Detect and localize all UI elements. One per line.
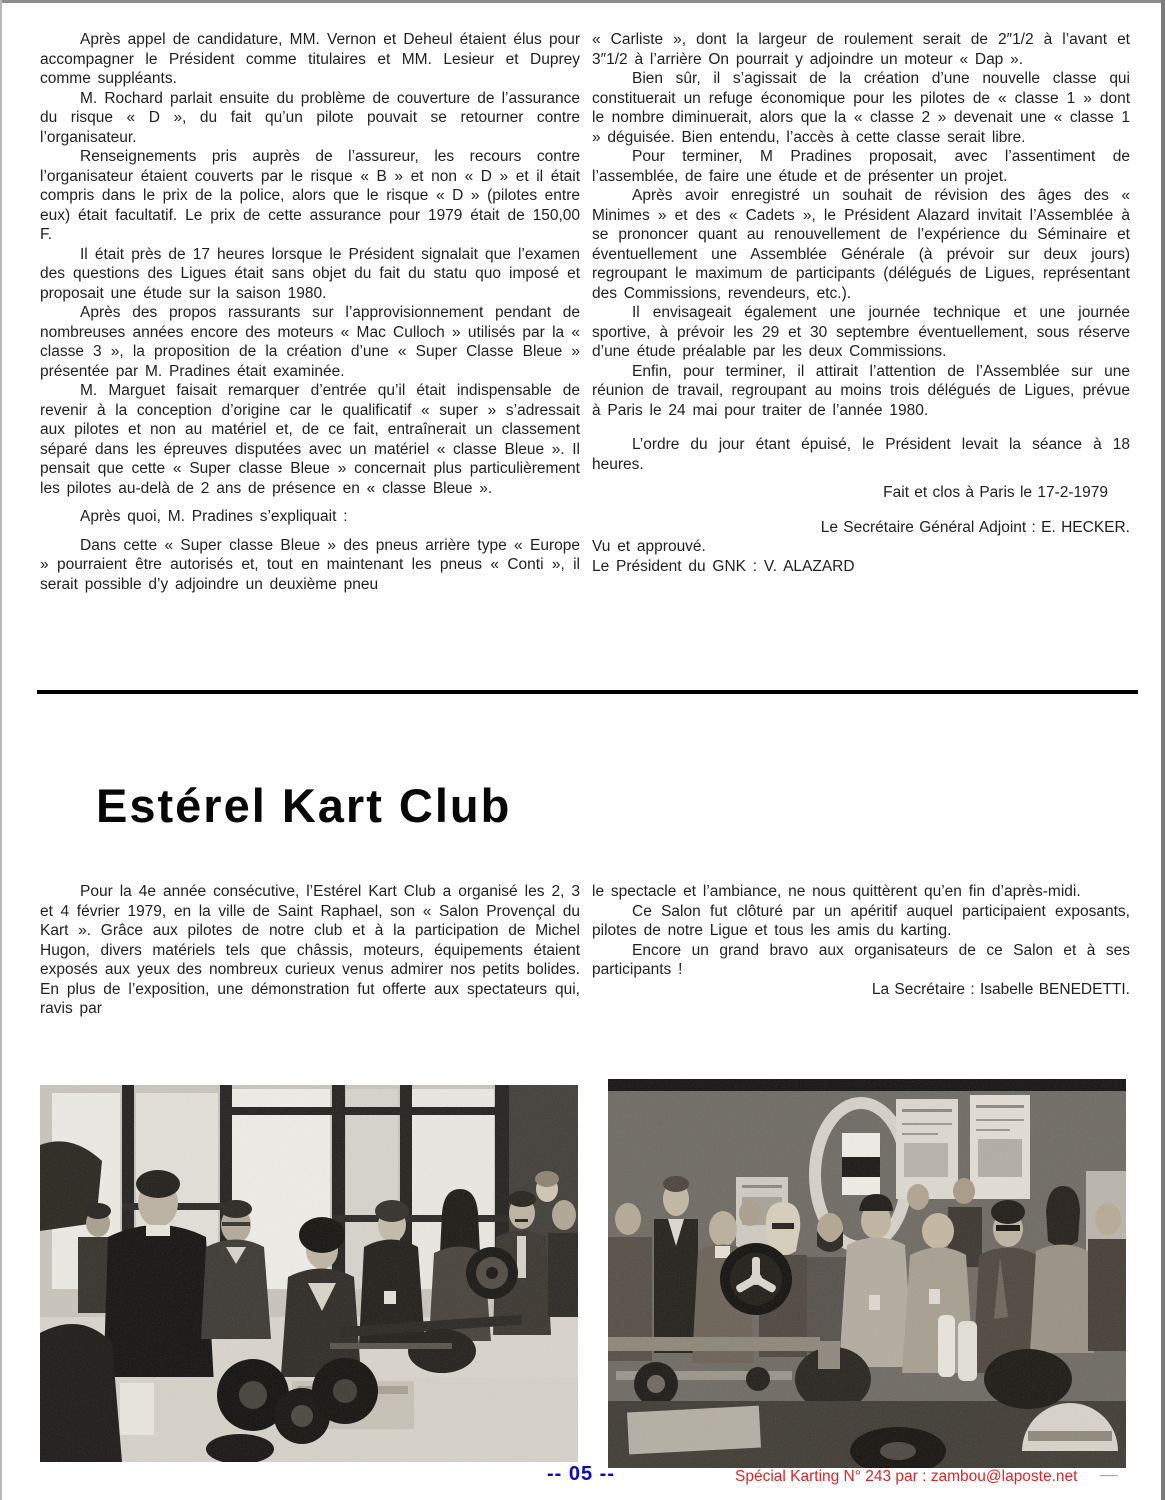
- paragraph: « Carliste », dont la largeur de roulement serait de 2″1/2 à l’avant et 3″1/2 à l’arrière On pourrait y adjoindre un moteur « Dap ».: [592, 31, 1130, 68]
- paragraph: Encore un grand bravo aux organisateurs de ce Salon et à ses participants !: [592, 941, 1130, 978]
- page-edge-top: [0, 0, 1165, 3]
- paragraph: Il envisageait également une journée technique et une journée sportive, à prévoir les 29 et 30 septembre éventuellement, sous réserve d’une étude préalable par les deux Commissions.: [592, 304, 1130, 360]
- paragraph: Enfin, pour terminer, il attirait l’attention de l’Assemblée sur une réunion de travail, regroupant au moins trois délégués de Ligues, prévue à Paris le 24 mai pour traiter de l’année 1980.: [592, 362, 1130, 419]
- page-number: -- 05 --: [547, 1463, 615, 1485]
- paragraph: Dans cette « Super classe Bleue » des pneus arrière type « Europe » pourraient être autorisés et, tout en maintenant les pneus « Conti », il serait possible d’y adjoindre un deuxième pneu: [40, 536, 580, 593]
- article-title: Estérel Kart Club: [96, 779, 512, 832]
- approved-line: Vu et approuvé.: [592, 538, 706, 555]
- president-signature-line: Le Président du GNK : V. ALAZARD: [592, 557, 855, 575]
- right-photo: [608, 1079, 1126, 1468]
- left-photo: [40, 1085, 578, 1462]
- paragraph: Après des propos rassurants sur l’approvisionnement pendant de nombreuses années encore des moteurs « Mac Culloch » utilisés par la « classe 3 », la proposition de la création d’une « Super Classe Bleue » présentée par M. Pradines était examinée.: [40, 304, 580, 380]
- esterel-right-column: [592, 882, 1130, 999]
- paragraph: Renseignements pris auprès de l’assureur, les recours contre l’organisateur étaient couverts par le risque « B » et non « D » et il était compris dans le prix de la police, alors que le risque « D » (pilotes entre eux) était facultatif. Le prix de cette assurance pour 1979 était de 150,00 F.: [40, 148, 580, 243]
- page-edge-right: [1161, 0, 1165, 1500]
- paragraph: le spectacle et l’ambiance, ne nous quittèrent qu’en fin d’après-midi.: [592, 883, 1081, 900]
- paragraph: Pour la 4e année consécutive, l’Estérel Kart Club a organisé les 2, 3 et 4 février 1979, en la ville de Saint Raphael, son « Salon Provençal du Kart ». Grâce aux pilotes de notre club et à la participation de Michel Hugon, divers matériels tels que châssis, moteurs, équipements étaient exposés aux yeux des nombreux curieux venus admirer nos petits bolides. En plus de l’exposition, une démonstration fut offerte aux spectateurs qui, ravis par: [40, 883, 580, 1017]
- paragraph: Après quoi, M. Pradines s’expliquait :: [80, 508, 348, 525]
- left-photo-image: [40, 1085, 578, 1462]
- meeting-report-left-column: [40, 30, 580, 594]
- dateline: Fait et clos à Paris le 17-2-1979: [883, 484, 1108, 501]
- paragraph: Ce Salon fut clôturé par un apéritif auquel participaient exposants, pilotes de notre Ligue et tous les amis du karting.: [592, 902, 1130, 939]
- meeting-report-right-column: [592, 30, 1130, 576]
- paragraph: L’ordre du jour étant épuisé, le Président levait la séance à 18 heures.: [592, 436, 1130, 473]
- paragraph: M. Marguet faisait remarquer d’entrée qu’il était indispensable de revenir à la conception d’origine car le qualificatif « super » s’adressait aux pilotes et non au matériel et, de ce fait, entraînerait un classement séparé dans les épreuves disputées avec un matériel « classe Bleue ». Il pensait que cette « Super classe Bleue » concernait plus particulièrement les pilotes au-delà de 2 ans de présence en « classe Bleue ».: [40, 382, 580, 497]
- paragraph: Après avoir enregistré un souhait de révision des âges des « Minimes » et des « Cadets », le Président Alazard invitait l’Assemblée à se prononcer quant au renouvellement de l’expérience du Séminaire et éventuellement une Assemblée Générale (à prévoir sur deux jours) regroupant le maximum de participants (délégués de Ligues, représentant des Commissions, revendeurs, etc.).: [592, 187, 1130, 302]
- underscore-mark: __: [1100, 1461, 1118, 1478]
- paragraph: Bien sûr, il s’agissait de la création d’une nouvelle classe qui constituerait un refuge économique pour les pilotes de « classe 1 » dont le nombre diminuerait, alors que la « classe 2 » devenait une « classe 1 » déguisée. Bien entendu, l’accès à cette classe serait libre.: [592, 70, 1130, 146]
- secretary-signature-line: Le Secrétaire Général Adjoint : E. HECKER.: [820, 518, 1130, 536]
- credit-line: Spécial Karting N° 243 par : zambou@laposte.net: [735, 1468, 1078, 1485]
- paragraph: Après appel de candidature, MM. Vernon et Deheul étaient élus pour accompagner le Président comme titulaires et MM. Lesieur et Duprey comme suppléants.: [40, 31, 580, 87]
- secretary-signature-line: La Secrétaire : Isabelle BENEDETTI.: [871, 980, 1130, 998]
- paragraph: Pour terminer, M Pradines proposait, avec l’assentiment de l’assemblée, de faire une étude et de présenter un projet.: [592, 148, 1130, 185]
- section-divider-rule: [37, 690, 1138, 694]
- paragraph: Il était près de 17 heures lorsque le Président signalait que l’examen des questions des Ligues était sans objet du fait du statu quo imposé et proposait une étude sur la saison 1980.: [40, 245, 580, 302]
- right-photo-image: [608, 1079, 1126, 1468]
- page-edge-left: [0, 0, 2, 1500]
- paragraph: M. Rochard parlait ensuite du problème de couverture de l’assurance du risque « D », du fait qu’un pilote pouvait se retourner contre l’organisateur.: [40, 89, 580, 146]
- esterel-left-column: [40, 882, 580, 1019]
